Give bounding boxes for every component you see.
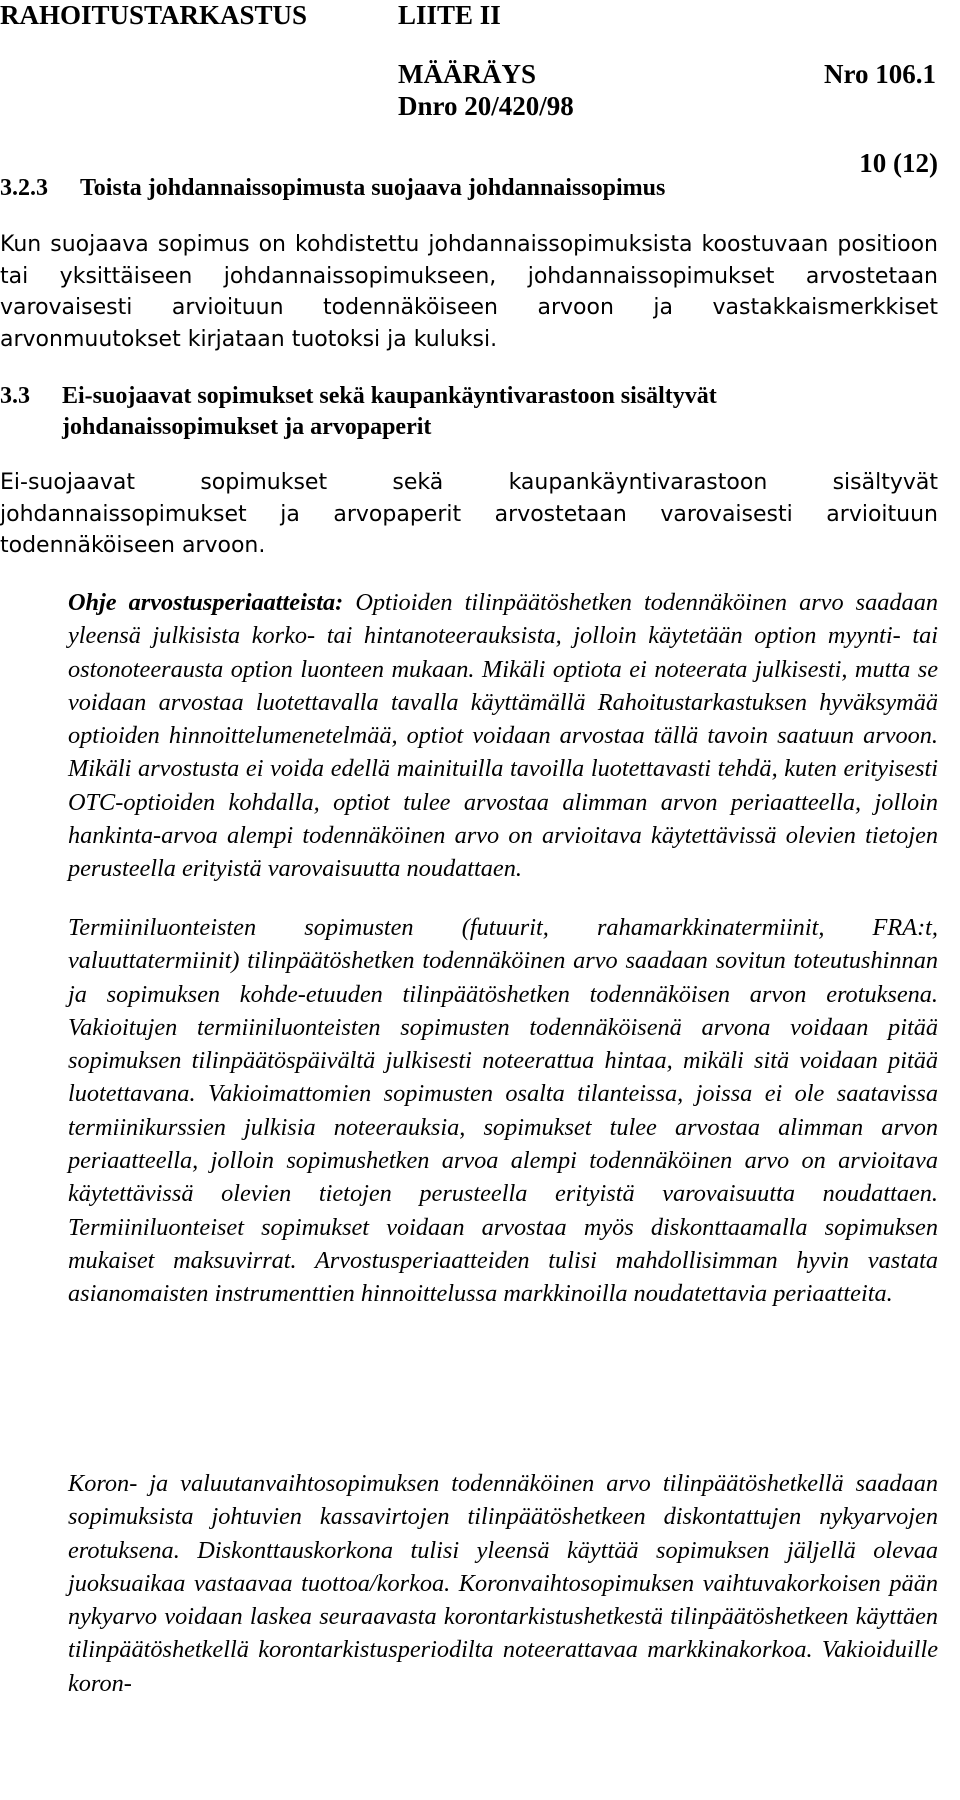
guidance-paragraph-3: Koron- ja valuutanvaihtosopimuksen todennäköinen arvo tilinpäätöshetkellä saadaan sopimuksista johtuvien kassavirtojen tilinpäätöshetkeen diskontattujen nykyarvojen erotuksena. Diskonttauskorkona tulisi yleensä käyttää sopimuksen jäljellä olevaa juoksuaikaa vastaavaa tuottoa/korkoa. Koronvaihtosopimuksen vaihtuvakorkoisen pään nykyarvo voidaan laskea seuraavasta korontarkistushetkestä tilinpäätöshetkeen käyttäen tilinpäätöshetkellä korontarkistusperiodilta noteerattavaa markkinakorkoa. Vakioiduille koron- (68, 1470, 938, 1697)
section-number: 3.2.3 (0, 175, 48, 201)
record-number: Dnro 20/420/98 (398, 91, 574, 121)
guidance-lead: Ohje arvostusperiaatteista: (68, 589, 344, 616)
section-3-3 (0, 381, 938, 443)
organization-name: RAHOITUSTARKASTUS (0, 0, 308, 30)
section-heading (0, 381, 938, 443)
section-paragraph: Ei-suojaavat sopimukset sekä kaupankäyntivarastoon sisältyvät johdannaissopimukset ja arvopaperit arvostetaan varovaisesti arvioituun todennäköiseen arvoon. (0, 470, 938, 558)
document-type: MÄÄRÄYS (398, 59, 536, 89)
section-heading (0, 173, 938, 204)
guidance-paragraph-2: Termiiniluonteisten sopimusten (futuurit, rahamarkkinatermiinit, FRA:t, valuuttatermiinit) tilinpäätöshetken todennäköinen arvo saadaan sovitun toteutushinnan ja sopimuksen kohde-etuuden tilinpäätöshetken todennäköisen arvon erotuksena. Vakioitujen termiiniluonteisten sopimusten todennäköisenä arvona voidaan pitää sopimuksen tilinpäätöspäivältä julkisesti noteerattua hintaa, mikäli sitä voidaan pitää luotettavana. Vakioimattomien sopimusten osalta tilanteissa, joissa ei ole saatavissa termiinikurssien julkisia noteerauksia, sopimukset tulee arvostaa alimman arvon periaatteella, jolloin sopimushetken arvoa alempi todennäköinen arvo on arvioitava käytettävissä olevien tietojen perusteella erityistä varovaisuutta noudattaen. Termiiniluonteiset sopimukset voidaan arvostaa myös diskonttaamalla sopimuksen mukaiset maksuvirrat. Arvostusperiaatteiden tulisi mahdollisimman hyvin vastata asianomaisten instrumenttien hinnoittelussa markkinoilla noudatettavia periaatteita. (68, 914, 938, 1308)
section-3-2-3 (0, 173, 938, 204)
page-number: 10 (12) (859, 148, 938, 178)
section-title-line1: Ei-suojaavat sopimukset sekä kaupankäyntivarastoon sisältyvät (62, 383, 717, 409)
document-number: Nro 106.1 (824, 59, 936, 89)
guidance-block-3 (0, 1467, 938, 1700)
section-title-line2: johdanaissopimukset ja arvopaperit (62, 414, 432, 440)
section-3-2-3-body (0, 229, 938, 355)
section-title: Toista johdannaissopimusta suojaava johdannaissopimus (80, 175, 666, 201)
section-number: 3.3 (0, 383, 30, 409)
guidance-block-2 (0, 911, 938, 1311)
attachment-label: LIITE II (398, 0, 501, 30)
guidance-paragraph-1 (0, 586, 938, 886)
section-paragraph: Kun suojaava sopimus on kohdistettu johdannaissopimuksista koostuvaan positioon tai yksittäiseen johdannaissopimukseen, johdannaissopimukset arvostetaan varovaisesti arvioituun todennäköiseen arvoon ja vastakkaismerkkiset arvonmuutokset kirjataan tuotoksi ja kuluksi. (0, 232, 938, 352)
guidance-text: Optioiden tilinpäätöshetken todennäköinen arvo saadaan yleensä julkisista korko- tai hintanoteerauksista, jolloin käytetään option myynti- tai ostonoteerausta option luonteen mukaan. Mikäli optiota ei noteerata julkisesti, mutta se voidaan arvostaa luotettavalla tavalla käyttämällä Rahoitustarkastuksen hyväksymää optioiden hinnoittelumenetelmää, optiot voidaan arvostaa tällä tavoin saatuun arvoon. Mikäli arvostusta ei voida edellä mainituilla tavoilla luotettavasti tehdä, kuten erityisesti OTC-optioiden kohdalla, optiot tulee arvostaa alimman arvon periaatteella, jolloin hankinta-arvoa alempi todennäköinen arvo on arvioitava käytettävissä olevien tietojen perusteella erityistä varovaisuutta noudattaen. (68, 589, 939, 883)
section-3-3-body (0, 467, 938, 562)
guidance-block (0, 586, 938, 886)
